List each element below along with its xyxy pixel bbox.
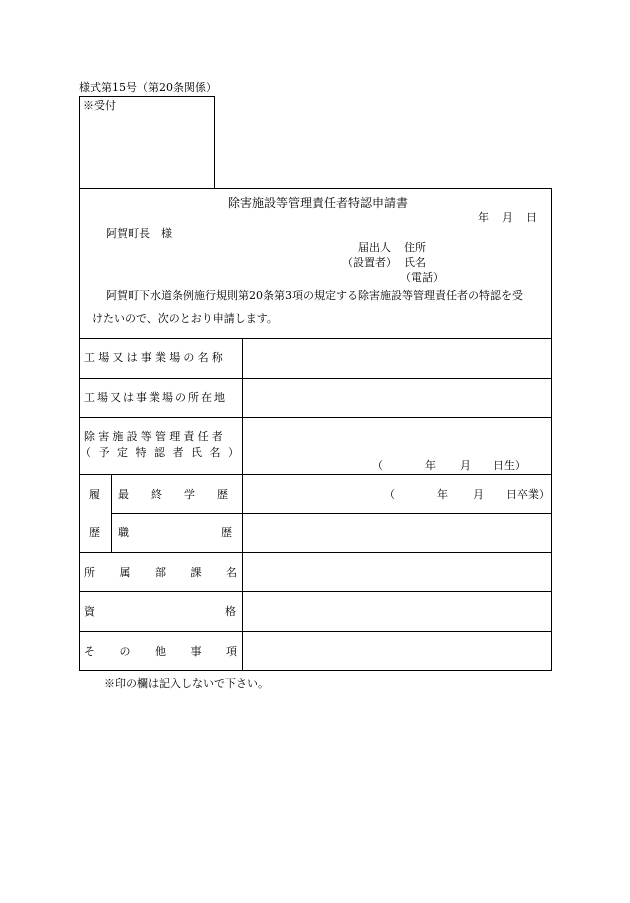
form-number: 様式第15号（第20条関係） bbox=[79, 81, 217, 94]
body-text-line1: 阿賀町下水道条例施行規則第20条第3項の規定する除害施設等管理責任者の特認を受 bbox=[106, 289, 523, 302]
row-divider bbox=[111, 513, 552, 514]
date-day: 日 bbox=[526, 211, 537, 224]
table-top-line bbox=[79, 338, 552, 339]
grad-open: （ bbox=[384, 488, 395, 501]
date-year: 年 bbox=[478, 211, 489, 224]
address-label: 住所 bbox=[404, 241, 426, 254]
label-text: 工場又は事業場の名称 bbox=[84, 351, 226, 364]
applicant-label: 届出人 bbox=[358, 241, 391, 254]
factory-name-field[interactable] bbox=[244, 340, 550, 376]
date-month: 月 bbox=[502, 211, 513, 224]
row-divider bbox=[79, 631, 552, 632]
footer-note: ※印の欄は記入しないで下さい。 bbox=[104, 677, 269, 690]
birth-day: 日生） bbox=[493, 459, 526, 472]
label-factory-name bbox=[84, 351, 236, 365]
row-divider bbox=[79, 378, 552, 379]
birth-year: 年 bbox=[425, 459, 436, 472]
label-manager: 除害施設等管理責任者 bbox=[84, 430, 226, 443]
addressee: 阿賀町長 様 bbox=[106, 227, 172, 240]
name-label: 氏名 bbox=[404, 256, 426, 269]
body-text-line2: けたいので、次のとおり申請します。 bbox=[92, 312, 278, 325]
label-factory-location: 工場又は事業場の所在地 bbox=[84, 391, 227, 404]
department-field[interactable] bbox=[244, 554, 550, 590]
form-title: 除害施設等管理責任者特認申請書 bbox=[228, 196, 409, 210]
label-other: その他事項 bbox=[84, 645, 262, 658]
phone-label: （電話） bbox=[400, 271, 444, 284]
label-column-divider bbox=[242, 338, 243, 671]
history-char-2: 歴 bbox=[89, 526, 100, 539]
label-qualification: 資格 bbox=[84, 605, 366, 618]
factory-location-field[interactable] bbox=[244, 380, 550, 416]
installer-label: （設置者） bbox=[342, 256, 397, 269]
reception-label: ※受付 bbox=[83, 99, 116, 112]
row-divider bbox=[79, 474, 552, 475]
row-divider bbox=[79, 417, 552, 418]
label-department: 所属部課名 bbox=[84, 566, 262, 579]
grad-day: 日卒業） bbox=[506, 488, 550, 501]
birth-open: （ bbox=[372, 459, 383, 472]
label-manager-note: （予定特認者氏名） bbox=[80, 446, 247, 459]
grad-year: 年 bbox=[437, 488, 448, 501]
career-field[interactable] bbox=[244, 515, 550, 551]
history-char-1: 履 bbox=[89, 488, 100, 501]
row-divider bbox=[79, 591, 552, 592]
qualification-field[interactable] bbox=[244, 593, 550, 630]
birth-month: 月 bbox=[460, 459, 471, 472]
history-column-divider bbox=[111, 474, 112, 552]
other-field[interactable] bbox=[244, 633, 550, 670]
reception-box bbox=[79, 96, 215, 189]
education-field[interactable] bbox=[244, 476, 550, 512]
label-education: 最終学歴 bbox=[118, 488, 250, 501]
row-divider bbox=[79, 552, 552, 553]
label-career: 職歴 bbox=[118, 526, 324, 539]
grad-month: 月 bbox=[473, 488, 484, 501]
